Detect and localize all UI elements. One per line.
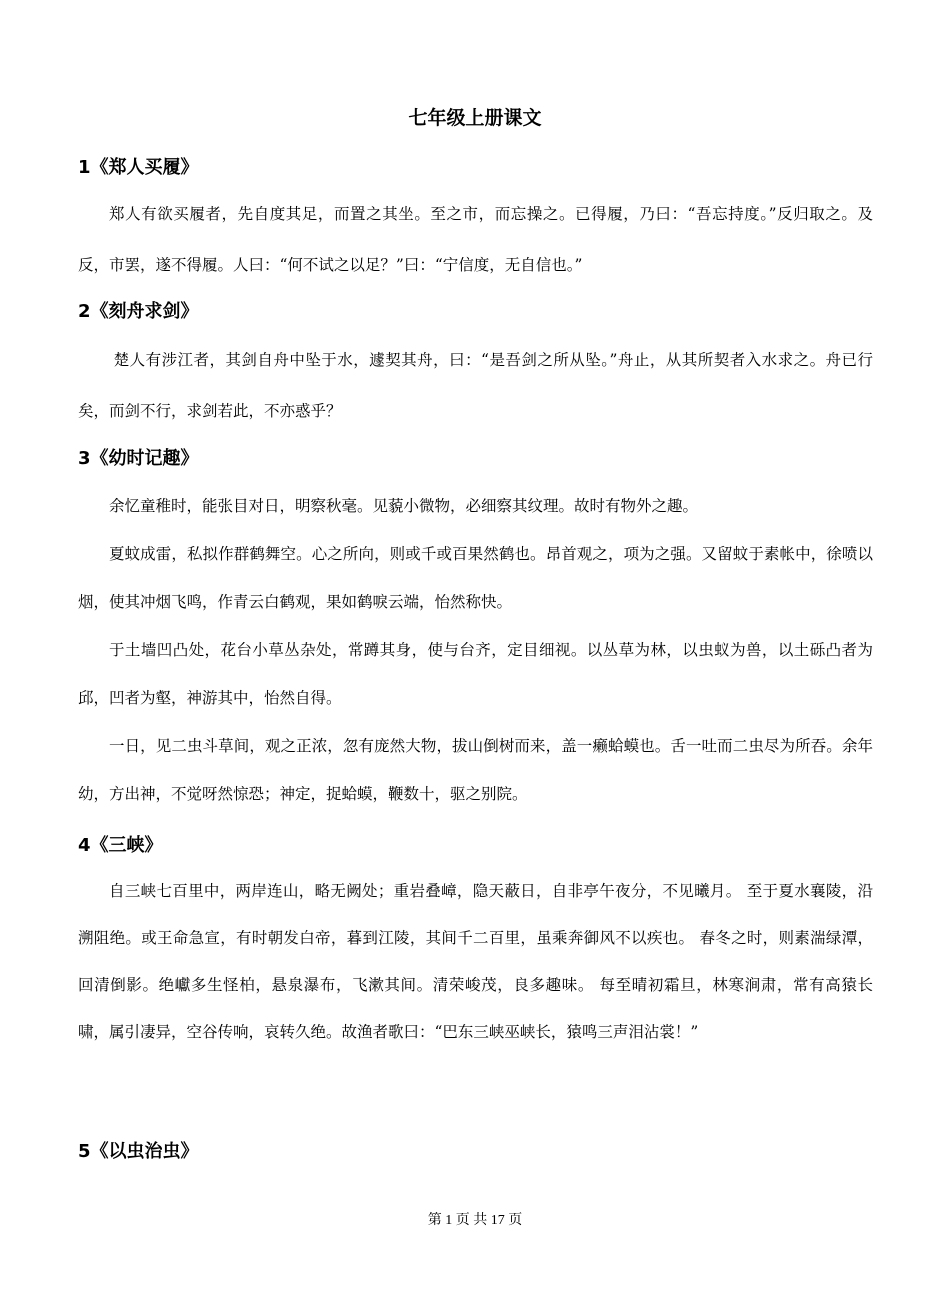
section-2-paragraph-1: 楚人有涉江者，其剑自舟中坠于水，遽契其舟，曰：“是吾剑之所从坠。”舟止，从其所契者入水求之。舟已行矣，而剑不行，求剑若此，不亦惑乎？ [78, 351, 873, 420]
section-3-paragraph-1: 余忆童稚时，能张目对日，明察秋毫。见藐小微物，必细察其纹理。故时有物外之趣。 [109, 497, 699, 515]
section-heading-5: 5《以虫治虫》 [78, 1141, 199, 1162]
section-heading-4: 4《三峡》 [78, 835, 163, 856]
section-heading-3: 3《幼时记趣》 [78, 448, 199, 469]
document-title: 七年级上册课文 [408, 107, 542, 129]
section-heading-1: 1《郑人买履》 [78, 157, 199, 178]
section-heading-2: 2《刻舟求剑》 [78, 301, 199, 322]
section-3-paragraph-2: 夏蚊成雷，私拟作群鹤舞空。心之所向，则或千或百果然鹤也。昂首观之，项为之强。又留蚊于素帐中，徐喷以烟，使其冲烟飞鸣，作青云白鹤观，果如鹤唳云端，怡然称快。 [78, 545, 873, 611]
section-3-paragraph-4: 一日，见二虫斗草间，观之正浓，忽有庞然大物，拔山倒树而来，盖一癞蛤蟆也。舌一吐而二虫尽为所吞。余年幼，方出神，不觉呀然惊恐；神定，捉蛤蟆，鞭数十，驱之别院。 [78, 737, 873, 803]
section-1-paragraph-1: 郑人有欲买履者，先自度其足，而置之其坐。至之市，而忘操之。已得履，乃曰：“吾忘持度。”反归取之。及反，市罢，遂不得履。人曰：“何不试之以足？”曰：“宁信度，无自信也。” [78, 205, 873, 274]
page-footer: 第 1 页 共 17 页 [427, 1213, 523, 1228]
section-4-paragraph-1: 自三峡七百里中，两岸连山，略无阙处；重岩叠嶂，隐天蔽日，自非亭午夜分，不见曦月。 至于夏水襄陵，沿溯阻绝。或王命急宣，有时朝发白帝，暮到江陵，其间千二百里，虽乘奔御风不以疾也。 春冬之时，则素湍绿潭，回清倒影。绝巘多生怪柏，悬泉瀑布，飞漱其间。清荣峻茂，良多趣味。 每至晴初霜旦，林寒涧肃，常有高猿长啸，属引凄异，空谷传响，哀转久绝。故渔者歌曰：“巴东三峡巫峡长，猿鸣三声泪沾裳！” [78, 882, 873, 1041]
section-3-paragraph-3: 于土墙凹凸处，花台小草丛杂处，常蹲其身，使与台齐，定目细视。以丛草为林，以虫蚁为兽，以土砾凸者为邱，凹者为壑，神游其中，怡然自得。 [78, 641, 873, 707]
